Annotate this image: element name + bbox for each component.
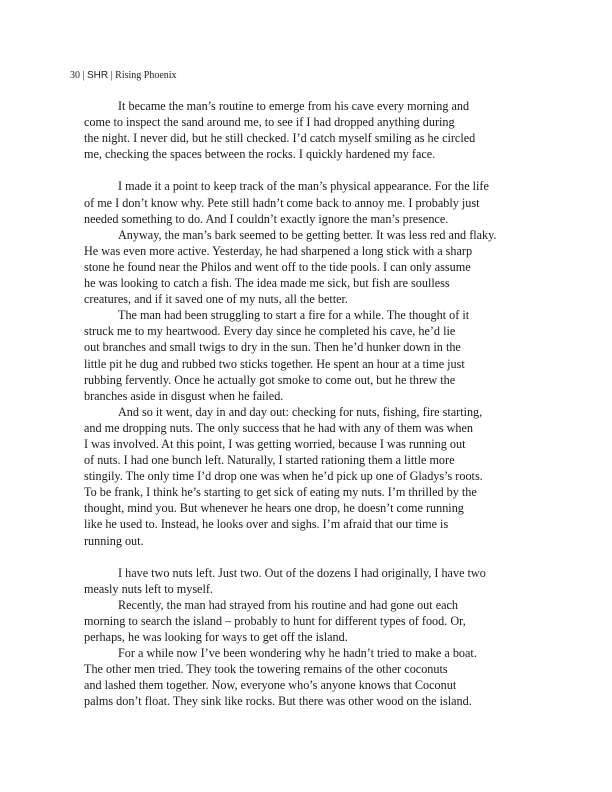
page-number: 30 [70,70,80,81]
text-line: And so it went, day in and day out: checking for nuts, fishing, fire starting, [118,404,483,419]
header-separator: | [80,70,88,81]
text-line: It became the man’s routine to emerge from his cave every morning and [118,99,470,113]
text-line: and lashed them together. Now, everyone who’s anyone knows that Coconut [84,678,457,693]
text-line: I have two nuts left. Just two. Out of the dozens I had originally, I have two [118,565,486,580]
text-line: The other men tried. They took the towering remains of the other coconuts [84,662,448,677]
text-line: come to inspect the sand around me, to see if I had dropped anything during [84,115,455,130]
text-line: For a while now I’ve been wondering why he hadn’t tried to make a boat. [118,646,477,661]
text-line: morning to search the island – probably to hunt for different types of food. Or, [84,614,466,628]
text-line: little pit he dug and rubbed two sticks together. He spent an hour at a time just [84,356,465,371]
text-line: stingily. The only time I’d drop one was when he’d pick up one of Gladys’s roots. [84,469,483,484]
text-line: palms don’t float. They sink like rocks. But there was other wood on the island. [84,694,472,709]
text-line: and me dropping nuts. The only success that he had with any of them was when [84,420,474,435]
text-line: needed something to do. And I couldn’t exactly ignore the man’s presence. [84,211,449,226]
text-line: I made it a point to keep track of the man’s physical appearance. For the life [118,179,489,194]
story-body [84,98,544,710]
text-line: the night. I never did, but he still checked. I’d catch myself smiling as he circled [84,131,476,146]
text-line: thought, mind you. But whenever he hears one drop, he doesn’t come running [84,501,464,516]
text-line: He was even more active. Yesterday, he had sharpened a long stick with a sharp [84,243,473,258]
text-line: of me I don’t know why. Pete still hadn’t come back to annoy me. I probably just [84,195,480,210]
text-line: Recently, the man had strayed from his routine and had gone out each [118,597,459,612]
text-line: To be frank, I think he’s starting to get sick of eating my nuts. I’m thrilled by the [84,485,477,500]
text-line: stone he found near the Philos and went off to the tide pools. I can only assume [84,259,471,274]
journal-abbreviation: SHR [87,70,109,81]
text-line: struck me to my heartwood. Every day since he completed his cave, he’d lie [84,324,456,339]
header-separator: | [108,70,116,81]
text-line: The man had been struggling to start a fire for a while. The thought of it [118,308,470,323]
text-line: rubbing fervently. Once he actually got smoke to come out, but he threw the [84,372,456,387]
story-title: Rising Phoenix [115,70,177,81]
text-line: out branches and small twigs to dry in the sun. Then he’d hunker down in the [84,340,461,355]
text-line: Anyway, the man’s bark seemed to be getting better. It was less red and flaky. [118,227,497,242]
text-line: he was looking to catch a fish. The idea made me sick, but fish are soulless [84,276,450,291]
text-line: of nuts. I had one bunch left. Naturally, I started rationing them a little more [84,453,455,468]
text-line: running out. [84,533,144,548]
running-header [70,70,177,82]
text-line: creatures, and if it saved one of my nuts, all the better. [84,292,348,307]
text-line: perhaps, he was looking for ways to get off the island. [84,630,348,645]
text-line: I was involved. At this point, I was getting worried, because I was running out [84,436,466,451]
text-line: branches aside in disgust when he failed. [84,388,284,403]
text-line: like he used to. Instead, he looks over and sighs. I’m afraid that our time is [84,517,449,532]
text-line: me, checking the spaces between the rocks. I quickly hardened my face. [84,147,436,162]
text-line: measly nuts left to myself. [84,581,213,596]
